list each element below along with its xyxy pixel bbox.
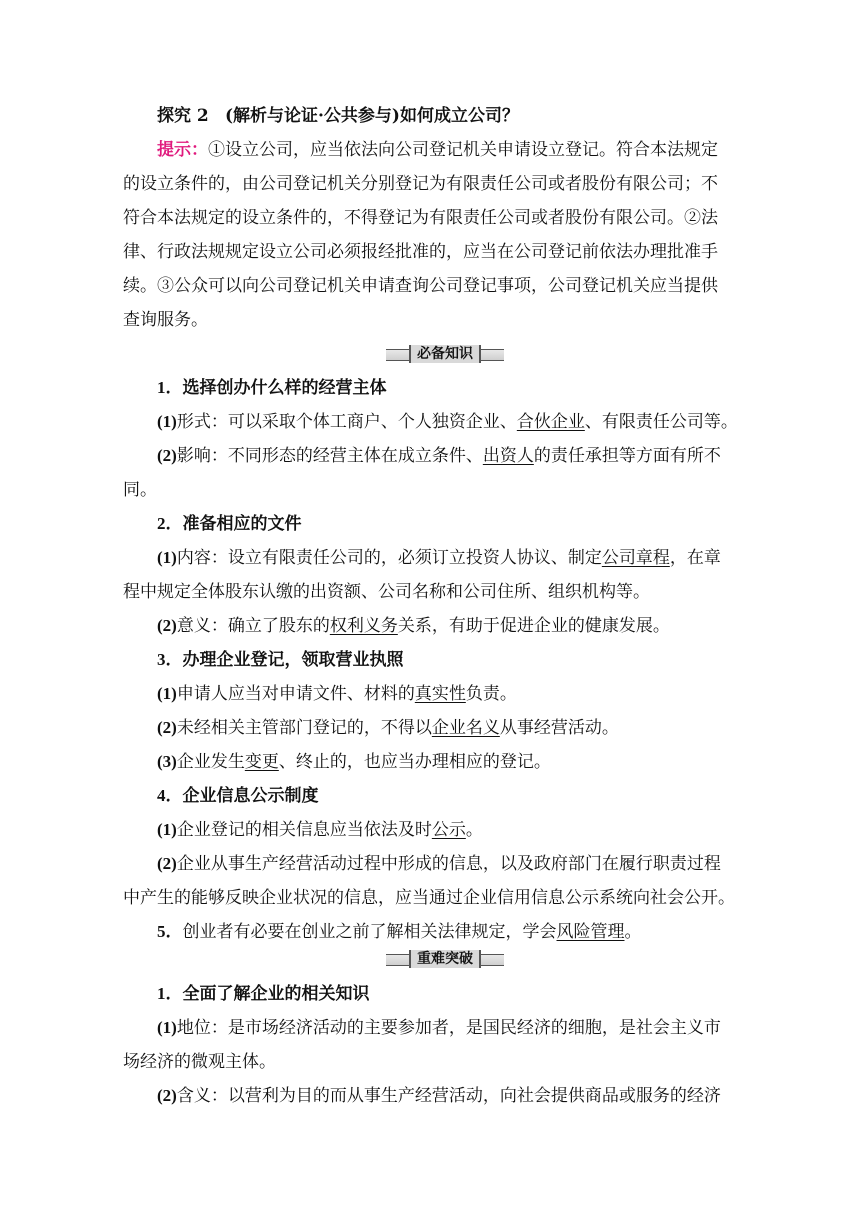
heading-4 bbox=[157, 779, 743, 813]
hint-line-1 bbox=[157, 133, 743, 167]
item-number: (1) bbox=[157, 412, 177, 431]
underlined-term: 公示 bbox=[431, 820, 466, 840]
text: 影响：不同形态的经营主体在成立条件、 bbox=[176, 446, 483, 466]
item-number: (2) bbox=[157, 1086, 177, 1105]
underlined-term: 风险管理 bbox=[556, 922, 625, 942]
section-banner-essential-knowledge bbox=[386, 345, 504, 363]
heading-number: 1． bbox=[157, 984, 183, 1003]
para-s2-1 bbox=[157, 1011, 743, 1045]
item-number: (1) bbox=[157, 684, 177, 703]
hint-label: 提示： bbox=[157, 140, 208, 160]
text: 的责任承担等方面有所不 bbox=[533, 446, 721, 466]
heading-2 bbox=[157, 507, 743, 541]
heading-number: 2． bbox=[157, 514, 183, 533]
para-2-1 bbox=[157, 541, 743, 575]
item-number: (3) bbox=[157, 752, 177, 771]
text: 。 bbox=[465, 820, 483, 840]
text: 关系，有助于促进企业的健康发展。 bbox=[397, 616, 670, 636]
heading-number: 1． bbox=[157, 378, 183, 397]
heading-text: 选择创办什么样的经营主体 bbox=[182, 378, 387, 398]
para-4-2-cont: 中产生的能够反映企业状况的信息，应当通过企业信用信息公示系统向社会公开。 bbox=[123, 888, 735, 908]
para-1-2 bbox=[157, 439, 743, 473]
hint-line-5: 续。③公众可以向公司登记机关申请查询公司登记事项，公司登记机关应当提供 bbox=[123, 276, 718, 296]
text: 未经相关主管部门登记的，不得以 bbox=[176, 718, 432, 738]
text: 。 bbox=[624, 922, 642, 942]
text: 创业者有必要在创业之前了解相关法律规定，学会 bbox=[182, 922, 557, 942]
hint-line-6: 查询服务。 bbox=[123, 310, 208, 330]
para-4-1 bbox=[157, 813, 743, 847]
item-number: (1) bbox=[157, 548, 177, 567]
para-2-1-cont: 程中规定全体股东认缴的出资额、公司名称和公司住所、组织机构等。 bbox=[123, 582, 650, 602]
heading-text: 准备相应的文件 bbox=[182, 514, 302, 534]
section-banner-key-difficulties bbox=[386, 950, 504, 968]
para-s2-1-cont: 场经济的微观主体。 bbox=[123, 1052, 276, 1072]
banner-label: 必备知识 bbox=[409, 345, 481, 363]
text: 意义：确立了股东的 bbox=[176, 616, 330, 636]
item-number: (2) bbox=[157, 446, 177, 465]
hint-text: ①设立公司，应当依法向公司登记机关申请设立登记。符合本法规定 bbox=[208, 140, 718, 160]
item-number: (1) bbox=[157, 1018, 177, 1037]
heading-number: 3． bbox=[157, 650, 183, 669]
text: 从事经营活动。 bbox=[499, 718, 619, 738]
text: 企业发生 bbox=[176, 752, 245, 772]
text: 负责。 bbox=[465, 684, 517, 704]
heading-number: 4． bbox=[157, 786, 183, 805]
banner-label: 重难突破 bbox=[409, 950, 481, 968]
para-3-1 bbox=[157, 677, 743, 711]
hint-line-3: 符合本法规定的设立条件的，不得登记为有限责任公司或者股份有限公司。②法 bbox=[123, 208, 718, 228]
para-1-2-cont: 同。 bbox=[123, 480, 157, 500]
text: 、终止的，也应当办理相应的登记。 bbox=[278, 752, 551, 772]
item-number: (1) bbox=[157, 820, 177, 839]
heading-text: 全面了解企业的相关知识 bbox=[182, 984, 370, 1004]
explore-question: (解析与论证·公共参与)如何成立公司？ bbox=[224, 106, 519, 126]
item-number: (2) bbox=[157, 854, 177, 873]
underlined-term: 合伙企业 bbox=[516, 412, 585, 432]
text: 企业登记的相关信息应当依法及时 bbox=[176, 820, 432, 840]
para-5 bbox=[157, 915, 743, 949]
explore-number: 探究 2 bbox=[157, 106, 209, 126]
underlined-term: 公司章程 bbox=[601, 548, 670, 568]
text: 、有限责任公司等。 bbox=[584, 412, 738, 432]
underlined-term: 出资人 bbox=[482, 446, 534, 466]
text: 地位：是市场经济活动的主要参加者，是国民经济的细胞，是社会主义市 bbox=[176, 1018, 721, 1038]
para-3-3 bbox=[157, 745, 743, 779]
underlined-term: 权利义务 bbox=[329, 616, 398, 636]
text: 含义：以营利为目的而从事生产经营活动，向社会提供商品或服务的经济 bbox=[176, 1086, 721, 1106]
text: 形式：可以采取个体工商户、个人独资企业、 bbox=[176, 412, 517, 432]
text: 内容：设立有限责任公司的，必须订立投资人协议、制定 bbox=[176, 548, 602, 568]
underlined-term: 企业名义 bbox=[431, 718, 500, 738]
para-1-1 bbox=[157, 405, 743, 439]
para-3-2 bbox=[157, 711, 743, 745]
text: 企业从事生产经营活动过程中形成的信息，以及政府部门在履行职责过程 bbox=[176, 854, 721, 874]
heading-text: 办理企业登记，领取营业执照 bbox=[182, 650, 404, 670]
para-4-2 bbox=[157, 847, 743, 881]
explore-title bbox=[157, 99, 743, 133]
heading-s2-1 bbox=[157, 977, 743, 1011]
item-number: 5． bbox=[157, 922, 183, 941]
heading-text: 企业信息公示制度 bbox=[182, 786, 319, 806]
hint-line-2: 的设立条件的，由公司登记机关分别登记为有限责任公司或者股份有限公司；不 bbox=[123, 174, 718, 194]
text: ，在章 bbox=[669, 548, 721, 568]
item-number: (2) bbox=[157, 616, 177, 635]
heading-1 bbox=[157, 371, 743, 405]
heading-3 bbox=[157, 643, 743, 677]
text: 申请人应当对申请文件、材料的 bbox=[176, 684, 415, 704]
para-s2-2 bbox=[157, 1079, 743, 1113]
underlined-term: 变更 bbox=[244, 752, 279, 772]
para-2-2 bbox=[157, 609, 743, 643]
underlined-term: 真实性 bbox=[414, 684, 466, 704]
item-number: (2) bbox=[157, 718, 177, 737]
hint-line-4: 律、行政法规规定设立公司必须报经批准的，应当在公司登记前依法办理批准手 bbox=[123, 242, 718, 262]
